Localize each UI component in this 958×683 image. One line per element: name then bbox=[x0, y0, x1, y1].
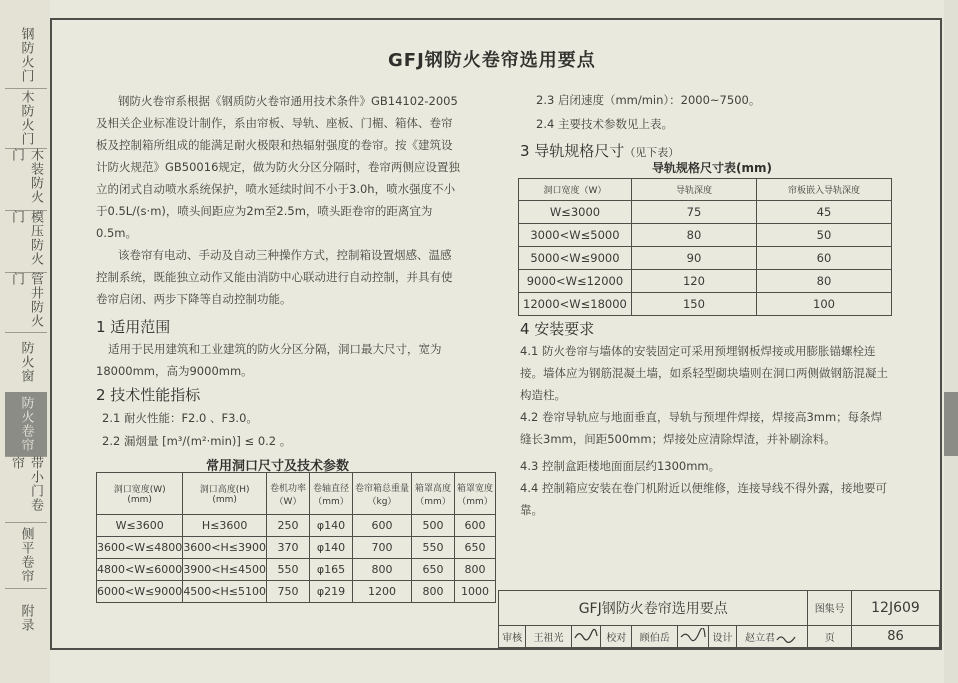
col-header: 箱罩宽度 （mm） bbox=[454, 473, 495, 515]
table-cell: 4500<H≤5100 bbox=[183, 581, 267, 603]
table-cell: 60 bbox=[757, 247, 892, 270]
table2-caption: 导轨规格尺寸表(mm) bbox=[652, 161, 772, 175]
tab-shaft-fire-door[interactable]: 管井防火门 bbox=[5, 272, 47, 333]
reviewer-name: 王祖光 bbox=[526, 625, 572, 647]
table-cell: 3600<W≤4800 bbox=[97, 537, 183, 559]
table-cell: 75 bbox=[631, 201, 756, 224]
table-header-row bbox=[519, 179, 892, 201]
spec-2-3: 2.3 启闭速度（mm/min）：2000~7500。 bbox=[536, 93, 761, 107]
page-number: 86 bbox=[851, 625, 939, 647]
section-3-heading-row bbox=[520, 140, 679, 161]
table-row bbox=[97, 581, 496, 603]
atlas-label: 图集号 bbox=[808, 591, 851, 626]
table-cell: 500 bbox=[411, 515, 454, 537]
table-row bbox=[97, 559, 496, 581]
table-cell: 80 bbox=[757, 270, 892, 293]
col-header: 卷机功率 （W） bbox=[267, 473, 310, 515]
tab-side-shutter[interactable]: 侧平卷帘 bbox=[5, 522, 47, 589]
table-row bbox=[97, 537, 496, 559]
table-cell: W≤3000 bbox=[519, 201, 632, 224]
col-header: 洞口宽度(W) (mm) bbox=[97, 473, 183, 515]
table-cell: 150 bbox=[631, 293, 756, 316]
page-title: GFJ钢防火卷帘选用要点 bbox=[388, 50, 596, 71]
table-cell: 3900<H≤4500 bbox=[183, 559, 267, 581]
table-cell: 3600<H≤3900 bbox=[183, 537, 267, 559]
table-cell: 45 bbox=[757, 201, 892, 224]
check-label: 校对 bbox=[601, 625, 632, 647]
table-row bbox=[519, 247, 892, 270]
table-cell: 90 bbox=[631, 247, 756, 270]
table-cell: 120 bbox=[631, 270, 756, 293]
opening-size-table bbox=[96, 472, 496, 603]
guide-rail-table bbox=[518, 178, 892, 316]
table-header-row bbox=[97, 473, 496, 515]
col-header: 卷轴直径 （mm） bbox=[310, 473, 353, 515]
table-cell: 800 bbox=[352, 559, 411, 581]
title-block bbox=[498, 590, 940, 648]
spec-2-2: 2.2 漏烟量 [m³/(m²·min)] ≤ 0.2 。 bbox=[102, 434, 292, 448]
tab-steel-fire-door[interactable]: 钢防火门 bbox=[5, 22, 47, 89]
col-header: 导轨深度 bbox=[631, 179, 756, 201]
section-1-heading: 1 适用范围 bbox=[96, 318, 171, 336]
tab-fire-window[interactable]: 防火窗 bbox=[5, 332, 47, 393]
col-header: 帘板嵌入导轨深度 bbox=[757, 179, 892, 201]
table-cell: φ140 bbox=[310, 515, 353, 537]
intro-paragraph-2: 该卷帘有电动、手动及自动三种操作方式，控制箱设置烟感、温感控制系统，既能独立动作又能由消防中心联动进行自动控制，并具有使卷帘启闭、两步下降等自动控制功能。 bbox=[96, 248, 453, 306]
table-cell: 100 bbox=[757, 293, 892, 316]
table-cell: 600 bbox=[352, 515, 411, 537]
checker-name: 顾伯岳 bbox=[632, 625, 678, 647]
review-label: 审核 bbox=[499, 625, 526, 647]
table-row bbox=[97, 515, 496, 537]
table-cell: 4800<W≤6000 bbox=[97, 559, 183, 581]
intro-paragraph-1: 钢防火卷帘系根据《钢质防火卷帘通用技术条件》GB14102-2005及相关企业标准设计制作，系由帘板、导轨、座板、门楣、箱体、卷帘板及控制箱所组成的能满足耐火极限和热辐射强度的卷帘。按《建筑设计防火规范》GB50016规定，做为防火分区分隔时，卷帘两侧应设置独立的闭式自动喷水系统保护，喷水延续时间不小于3.0h，喷水强度不小于0.5L/(s·m)，喷头间距应为2m至2.5m，喷头距卷帘的距离宜为0.5m。 bbox=[96, 94, 460, 240]
install-item-4-2: 4.2 卷帘导轨应与地面垂直，导轨与预埋件焊接，焊接高3mm；每条焊缝长3mm，间距500mm；焊接处应清除焊渣，并补刷涂料。 bbox=[520, 410, 883, 446]
table-cell: 1200 bbox=[352, 581, 411, 603]
table-cell: 3000<W≤5000 bbox=[519, 224, 632, 247]
tab-fire-shutter[interactable]: 防火卷帘 bbox=[5, 392, 47, 457]
table-cell: 550 bbox=[411, 537, 454, 559]
table-cell: 5000<W≤9000 bbox=[519, 247, 632, 270]
table1-caption: 常用洞口尺寸及技术参数 bbox=[206, 459, 350, 474]
tab-molded-fire-door[interactable]: 模压防火门 bbox=[5, 210, 47, 273]
install-item-4-4: 4.4 控制箱应安装在卷门机附近以便维修，连接导线不得外露，接地要可靠。 bbox=[520, 481, 887, 517]
section-4-heading: 4 安装要求 bbox=[520, 320, 595, 338]
table-cell: 250 bbox=[267, 515, 310, 537]
table-cell: 12000<W≤18000 bbox=[519, 293, 632, 316]
table-cell: φ219 bbox=[310, 581, 353, 603]
next-page-active-tab bbox=[944, 392, 958, 456]
tab-appendix[interactable]: 附录 bbox=[18, 604, 34, 632]
table-cell: 800 bbox=[454, 559, 495, 581]
table-cell: 80 bbox=[631, 224, 756, 247]
section-3-heading: 3 导轨规格尺寸 bbox=[520, 142, 625, 160]
table-cell: H≤3600 bbox=[183, 515, 267, 537]
install-item-4-1: 4.1 防火卷帘与墙体的安装固定可采用预埋钢板焊接或用膨胀锚螺栓连接。墙体应为钢筋混凝土墙，如系轻型砌块墙则在洞口两侧做钢筋混凝土构造柱。 bbox=[520, 344, 888, 402]
table-cell: 550 bbox=[267, 559, 310, 581]
next-page-edge bbox=[944, 0, 958, 683]
table-cell: 600 bbox=[454, 515, 495, 537]
col-header: 洞口高度(H) (mm) bbox=[183, 473, 267, 515]
table-row bbox=[519, 270, 892, 293]
table-row bbox=[519, 293, 892, 316]
table-cell: 370 bbox=[267, 537, 310, 559]
designer-cell bbox=[736, 625, 808, 647]
tab-shutter-with-door[interactable]: 带小门卷帘 bbox=[5, 456, 47, 523]
table-cell: 1000 bbox=[454, 581, 495, 603]
table-cell: φ165 bbox=[310, 559, 353, 581]
tab-wood-fire-door[interactable]: 木防火门 bbox=[5, 88, 47, 149]
table-cell: 6000<W≤9000 bbox=[97, 581, 183, 603]
title-block-name: GFJ钢防火卷帘选用要点 bbox=[499, 591, 808, 626]
table-cell: 650 bbox=[454, 537, 495, 559]
table-row bbox=[519, 224, 892, 247]
atlas-number: 12J609 bbox=[851, 591, 939, 626]
reviewer-signature bbox=[571, 625, 600, 647]
table-cell: 50 bbox=[757, 224, 892, 247]
design-label: 设计 bbox=[709, 625, 736, 647]
section-2-heading: 2 技术性能指标 bbox=[96, 386, 201, 404]
designer-name: 赵立君 bbox=[745, 632, 776, 644]
table-cell: 700 bbox=[352, 537, 411, 559]
col-header: 箱罩高度 （mm） bbox=[411, 473, 454, 515]
install-item-4-3: 4.3 控制盒距楼地面面层约1300mm。 bbox=[520, 459, 721, 473]
table-cell: 650 bbox=[411, 559, 454, 581]
table-cell: 800 bbox=[411, 581, 454, 603]
table-cell: W≤3600 bbox=[97, 515, 183, 537]
table-cell: 9000<W≤12000 bbox=[519, 270, 632, 293]
table-cell: 750 bbox=[267, 581, 310, 603]
checker-signature bbox=[678, 625, 709, 647]
section-1-text: 适用于民用建筑和工业建筑的防火分区分隔，洞口最大尺寸，宽为18000mm，高为9000mm。 bbox=[96, 342, 442, 378]
catalog-sidebar bbox=[0, 0, 50, 683]
tab-decorated-wood-fire-door[interactable]: 木装防火门 bbox=[5, 148, 47, 211]
table-row bbox=[519, 201, 892, 224]
section-3-note: （见下表） bbox=[624, 146, 680, 159]
col-header: 卷帘箱总重量 （kg） bbox=[352, 473, 411, 515]
col-header: 洞口宽度（W） bbox=[519, 179, 632, 201]
spec-2-1: 2.1 耐火性能：F2.0 、F3.0。 bbox=[102, 411, 258, 425]
page-label: 页 bbox=[808, 625, 851, 647]
spec-2-4: 2.4 主要技术参数见上表。 bbox=[536, 117, 673, 131]
table-cell: φ140 bbox=[310, 537, 353, 559]
